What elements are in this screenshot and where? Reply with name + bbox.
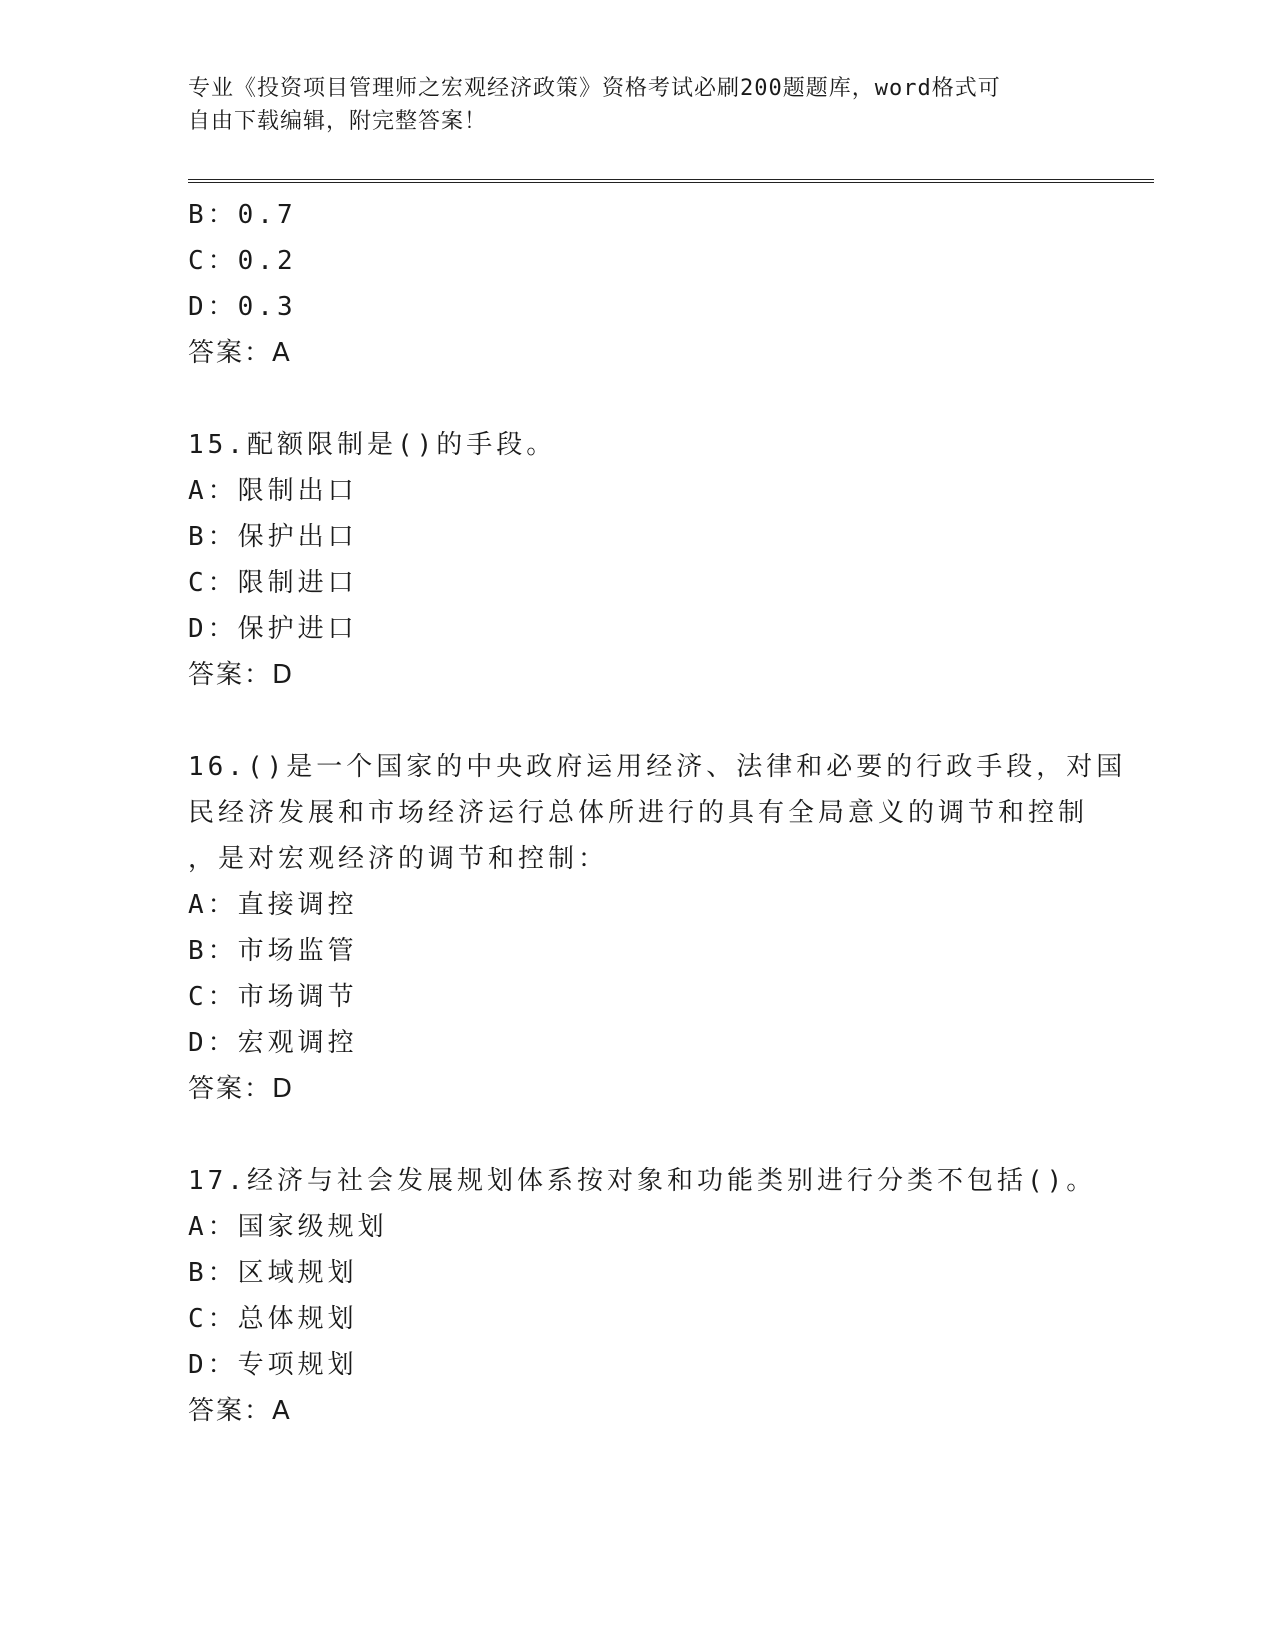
answer-line: 答案：D xyxy=(188,1074,295,1104)
option-d: D：专项规划 xyxy=(188,1350,358,1380)
option-b: B：市场监管 xyxy=(188,936,358,966)
answer-line: 答案：A xyxy=(188,338,292,368)
question-stem: 17.经济与社会发展规划体系按对象和功能类别进行分类不包括()。 xyxy=(188,1166,1097,1196)
question-stem-line-1: 16.()是一个国家的中央政府运用经济、法律和必要的行政手段，对国 xyxy=(188,752,1127,782)
option-b: B：保护出口 xyxy=(188,522,358,552)
question-list xyxy=(188,192,1127,1434)
spacer xyxy=(188,698,1088,744)
spacer xyxy=(188,376,1088,422)
option-b: B：区域规划 xyxy=(188,1258,358,1288)
question-stem-line-2: 民经济发展和市场经济运行总体所进行的具有全局意义的调节和控制 xyxy=(188,798,1089,828)
question-17 xyxy=(188,1158,1097,1434)
option-a: A：直接调控 xyxy=(188,890,358,920)
option-d: D：保护进口 xyxy=(188,614,358,644)
header-divider xyxy=(188,179,1154,183)
header-line-2: 自由下载编辑，附完整答案！ xyxy=(188,109,488,134)
option-d: D：宏观调控 xyxy=(188,1028,358,1058)
question-16 xyxy=(188,744,1127,1112)
header-line-1: 专业《投资项目管理师之宏观经济政策》资格考试必刷200题题库，word格式可 xyxy=(188,76,1001,101)
spacer xyxy=(188,1112,1088,1158)
option-c: C：市场调节 xyxy=(188,982,358,1012)
option-a: A：国家级规划 xyxy=(188,1212,388,1242)
page-header xyxy=(188,72,1088,138)
question-stem-line-3: ，是对宏观经济的调节和控制： xyxy=(188,844,609,874)
option-c: C：0.2 xyxy=(188,246,297,276)
question-stem: 15.配额限制是()的手段。 xyxy=(188,430,557,460)
option-c: C：总体规划 xyxy=(188,1304,358,1334)
question-15 xyxy=(188,422,1088,698)
option-c: C：限制进口 xyxy=(188,568,358,598)
answer-line: 答案：D xyxy=(188,660,295,690)
option-d: D：0.3 xyxy=(188,292,297,322)
option-a: A：限制出口 xyxy=(188,476,358,506)
question-14-continuation xyxy=(188,192,1088,376)
answer-line: 答案：A xyxy=(188,1396,292,1426)
option-b: B：0.7 xyxy=(188,200,297,230)
